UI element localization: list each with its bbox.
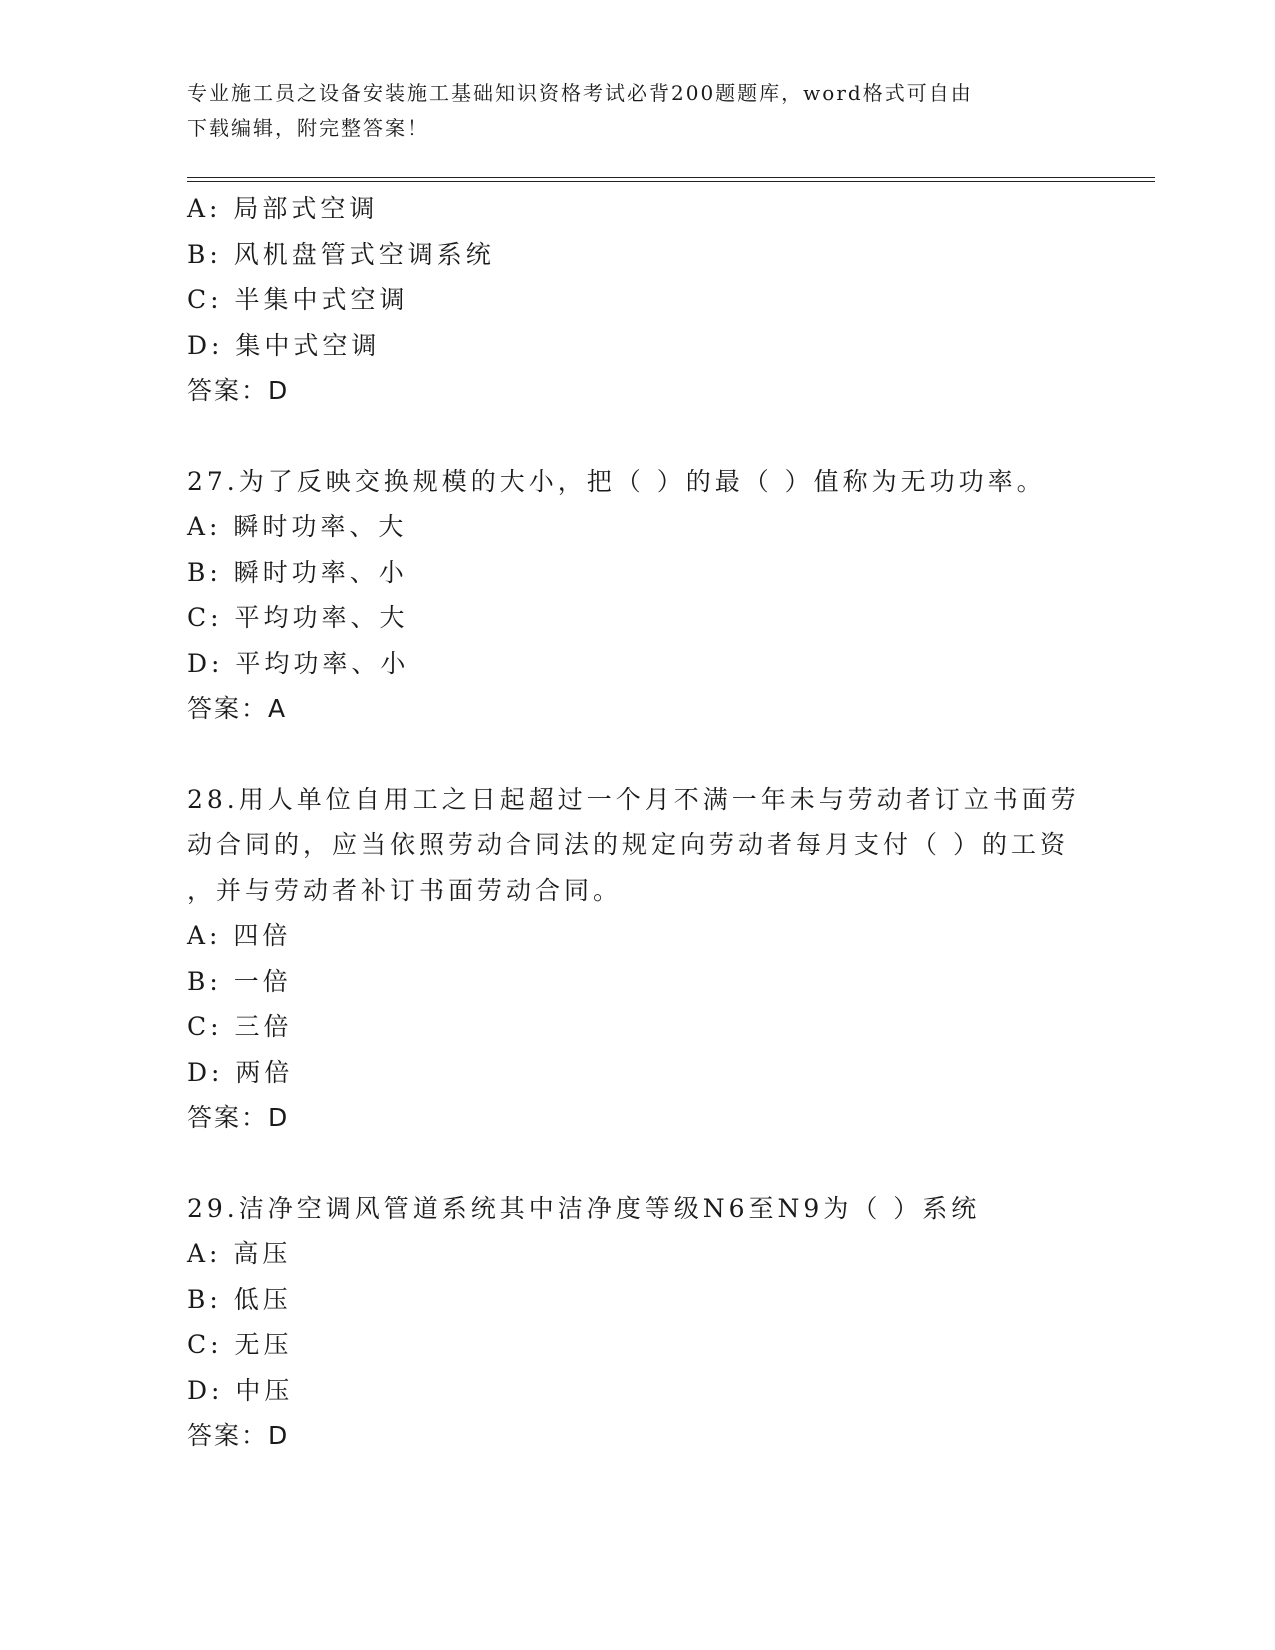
option-c: C: 三倍 [187,1012,293,1041]
stem-line-3: ，并与劳动者补订书面劳动合同。 [187,875,623,905]
option-d: D: 两倍 [187,1057,294,1087]
question-stem: 27.为了反映交换规模的大小，把（ ）的最（ ）值称为无功功率。 [187,466,1046,496]
spacer [187,414,1087,459]
answer-line: 答案：A [187,694,288,723]
option-a: A: 高压 [187,1239,292,1268]
document-header [187,76,1067,146]
stem-line-1: 28.用人单位自用工之日起超过一个月不满一年未与劳动者订立书面劳 [187,784,1080,814]
question-29 [187,1186,1087,1459]
answer-line: 答案：D [187,1421,290,1450]
question-list [187,186,1087,1459]
question-stem [187,777,1087,914]
option-b: B: 低压 [187,1284,292,1314]
option-c: C: 平均功率、大 [187,603,409,632]
question-26 [187,186,1087,414]
option-d: D: 平均功率、小 [187,648,410,678]
option-a: A: 四倍 [187,921,292,950]
question-28 [187,777,1087,1141]
header-title-line-2: 下载编辑，附完整答案！ [187,116,429,140]
option-d: D: 中压 [187,1375,294,1405]
spacer [187,1141,1087,1186]
answer-line: 答案：D [187,1103,290,1132]
stem-line-2: 动合同的，应当依照劳动合同法的规定向劳动者每月支付（ ）的工资 [187,830,1069,859]
option-d: D: 集中式空调 [187,330,381,360]
spacer [187,732,1087,777]
option-b: B: 一倍 [187,966,292,996]
header-title-line-1: 专业施工员之设备安装施工基础知识资格考试必背200题题库，word格式可自由 [187,81,973,105]
option-c: C: 无压 [187,1330,293,1359]
question-27 [187,459,1087,732]
question-stem: 29.洁净空调风管道系统其中洁净度等级N6至N9为（ ）系统 [187,1193,981,1223]
option-b: B: 风机盘管式空调系统 [187,239,495,269]
header-divider [187,177,1155,182]
option-a: A: 局部式空调 [187,194,379,223]
option-c: C: 半集中式空调 [187,285,409,314]
option-b: B: 瞬时功率、小 [187,557,408,587]
answer-line: 答案：D [187,376,290,405]
option-a: A: 瞬时功率、大 [187,512,408,541]
